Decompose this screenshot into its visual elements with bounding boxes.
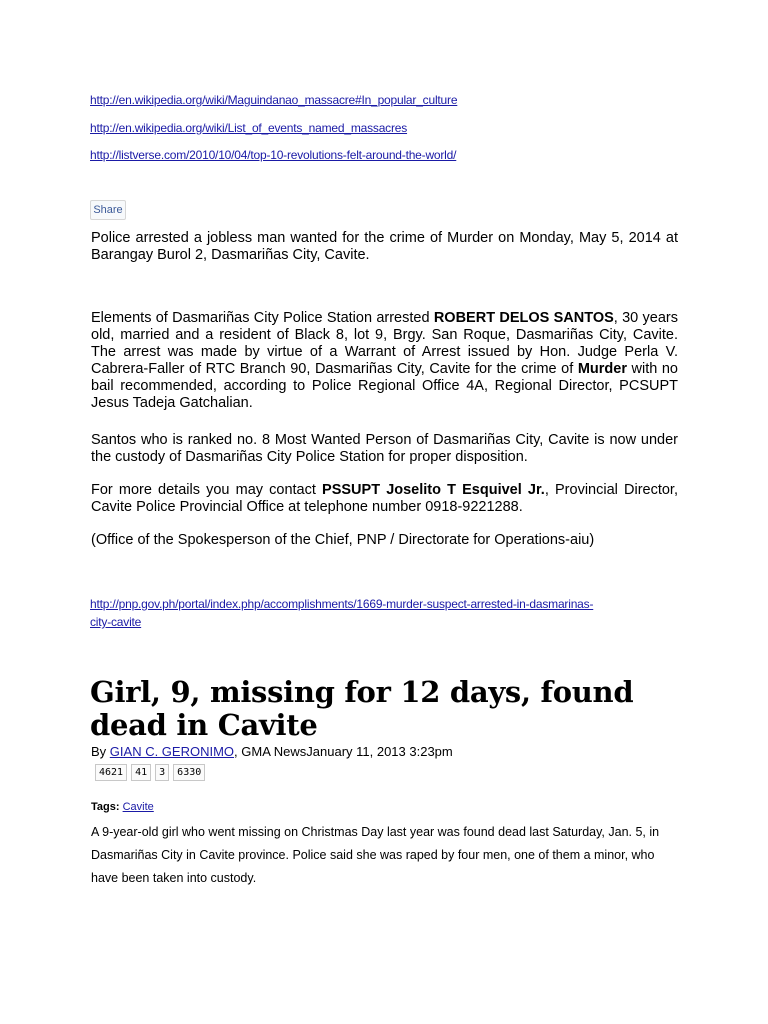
- p1-text-b: , 30 years old, married and a resident of Black 8, lot 9, Brgy. San Roque, Dasmariñas City, Cavite. The arrest was made by virtue of a Warrant of Arrest issued by Hon. Judge Perla V. Cabrera-Faller of RTC Branch 90, Dasmariñas City, Cavite for the crime of: [91, 310, 679, 377]
- p3-text-b: , Provincial Director, Cavite Police Provincial Office at telephone number 0918-9221288.: [91, 482, 678, 515]
- share-count-2[interactable]: 41: [131, 764, 151, 781]
- tags-label: Tags:: [91, 801, 120, 813]
- share-count-3[interactable]: 3: [155, 764, 169, 781]
- crime-name: Murder: [577, 361, 627, 377]
- byline: [91, 744, 453, 760]
- link-pnp-source-line2[interactable]: city-cavite: [90, 615, 142, 629]
- article1-paragraph-3: [91, 482, 678, 516]
- article1-paragraph-4: (Office of the Spokesperson of the Chief, PNP / Directorate for Operations-aiu): [91, 532, 595, 548]
- article2-headline: Girl, 9, missing for 12 days, found dead in Cavite: [90, 675, 634, 742]
- p3-text-a: For more details you may contact: [91, 482, 323, 498]
- contact-name: PSSUPT Joselito T Esquivel Jr.: [322, 482, 545, 498]
- byline-suffix: , GMA NewsJanuary 11, 2013 3:23pm: [234, 744, 453, 759]
- tag-cavite-link[interactable]: Cavite: [122, 801, 154, 813]
- article1-lead: Police arrested a jobless man wanted for the crime of Murder on Monday, May 5, 2014 at Barangay Burol 2, Dasmariñas City, Cavite.: [91, 230, 678, 263]
- article1-paragraph-1: [91, 310, 678, 412]
- suspect-name: ROBERT DELOS SANTOS: [433, 310, 614, 326]
- share-count-1[interactable]: 4621: [95, 764, 127, 781]
- article2-body: A 9-year-old girl who went missing on Christmas Day last year was found dead last Saturday, Jan. 5, in Dasmariñas City in Cavite province. Police said she was raped by four men, one of them a minor, who have been taken into custody.: [91, 825, 660, 885]
- article1-paragraph-2: Santos who is ranked no. 8 Most Wanted Person of Dasmariñas City, Cavite is now under the custody of Dasmariñas City Police Station for proper disposition.: [91, 432, 678, 465]
- link-list-of-massacres[interactable]: http://en.wikipedia.org/wiki/List_of_events_named_massacres: [90, 121, 408, 135]
- p1-text-c: with no bail recommended, according to Police Regional Office 4A, Regional Director, PCSUPT Jesus Tadeja Gatchalian.: [91, 361, 678, 411]
- share-button[interactable]: Share: [90, 200, 126, 220]
- link-listverse-revolutions[interactable]: http://listverse.com/2010/10/04/top-10-revolutions-felt-around-the-world/: [90, 148, 457, 162]
- share-counts: [95, 764, 205, 781]
- byline-prefix: By: [91, 744, 110, 759]
- share-count-4[interactable]: 6330: [173, 764, 205, 781]
- author-link[interactable]: GIAN C. GERONIMO: [109, 744, 235, 759]
- link-pnp-source-line1[interactable]: http://pnp.gov.ph/portal/index.php/accomplishments/1669-murder-suspect-arrested-in-dasmarinas-: [90, 597, 594, 611]
- link-maguindanao-massacre[interactable]: http://en.wikipedia.org/wiki/Maguindanao_massacre#In_popular_culture: [90, 93, 458, 107]
- tags-row: [91, 801, 154, 813]
- p1-text-a: Elements of Dasmariñas City Police Station arrested: [91, 310, 434, 326]
